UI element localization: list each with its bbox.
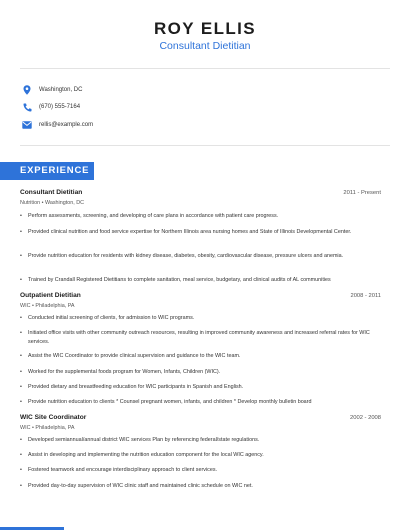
job-title: Outpatient Dietitian: [20, 292, 81, 299]
job-subtitle: WIC • Philadelphia, PA: [20, 303, 75, 309]
job-bullet: • Provide nutrition education for residents with kidney disease, diabetes, obesity, cardiovascular disease, pressure ulcers and anemia.: [20, 253, 344, 259]
job-bullet: • Provided day-to-day supervision of WIC clinic staff and maintained clinic schedule on WIC net.: [20, 483, 253, 489]
job-bullet: • Initiated office visits with other community outreach resources, resulting in improved community awareness and increased referral rates for WIC services.: [20, 330, 370, 345]
job-bullet: • Worked for the supplemental foods program for Women, Infants, Children (WIC).: [20, 369, 221, 375]
contact-email: [22, 119, 93, 131]
job-bullet: • Provided clinical nutrition and food service expertise for Northern Illinois area nursing homes and State of Illinois Developmental Center.: [20, 229, 352, 235]
job-bullet: • Provide nutrition education to clients * Counsel pregnant women, infants, and children * Develop monthly bulletin board: [20, 399, 312, 405]
job-dates: 2011 - Present: [343, 190, 381, 196]
job-dates: 2008 - 2011: [350, 293, 381, 299]
phone-icon: [22, 102, 32, 112]
location-text: Washington, DC: [39, 87, 83, 93]
job-dates: 2002 - 2008: [350, 415, 381, 421]
job-bullet: • Provided dietary and breastfeeding education for WIC participants in Spanish and English.: [20, 384, 244, 390]
job-bullet: • Conducted initial screening of clients, for admission to WIC programs.: [20, 315, 195, 321]
candidate-role: Consultant Dietitian: [159, 40, 251, 52]
section-title-experience: EXPERIENCE: [0, 162, 94, 180]
job-subtitle: WIC • Philadelphia, PA: [20, 425, 75, 431]
job-title: WIC Site Coordinator: [20, 414, 87, 421]
contact-location: [22, 84, 82, 96]
candidate-name: ROY ELLIS: [153, 19, 257, 38]
job-bullet: • Perform assessments, screening, and developing of care plans in accordance with patient care progress.: [20, 213, 279, 219]
envelope-icon: [22, 120, 32, 130]
phone-text: (670) 555-7164: [39, 104, 81, 110]
contact-divider: [20, 145, 390, 146]
job-bullet: • Assist in developing and implementing the nutrition education component for the local WIC agency.: [20, 452, 264, 458]
map-pin-icon: [22, 85, 32, 95]
job-bullet: • Developed semiannual/annual district WIC services Plan by referencing federal/state regulations.: [20, 437, 260, 443]
job-bullet: • Trained by Crandall Registered Dietitians to complete sanitation, meal service, budgetary, and clinical audits of AL communities: [20, 277, 331, 283]
email-text: rellis@example.com: [39, 122, 94, 128]
job-bullet: • Assist the WIC Coordinator to provide clinical supervision and guidance to the WIC team.: [20, 353, 241, 359]
job-title: Consultant Dietitian: [20, 189, 83, 196]
job-subtitle: Nutrition • Washington, DC: [20, 200, 85, 206]
header-divider: [20, 68, 390, 69]
contact-phone: [22, 101, 80, 113]
job-bullet: • Fostered teamwork and encourage interdisciplinary approach to client services.: [20, 467, 218, 473]
